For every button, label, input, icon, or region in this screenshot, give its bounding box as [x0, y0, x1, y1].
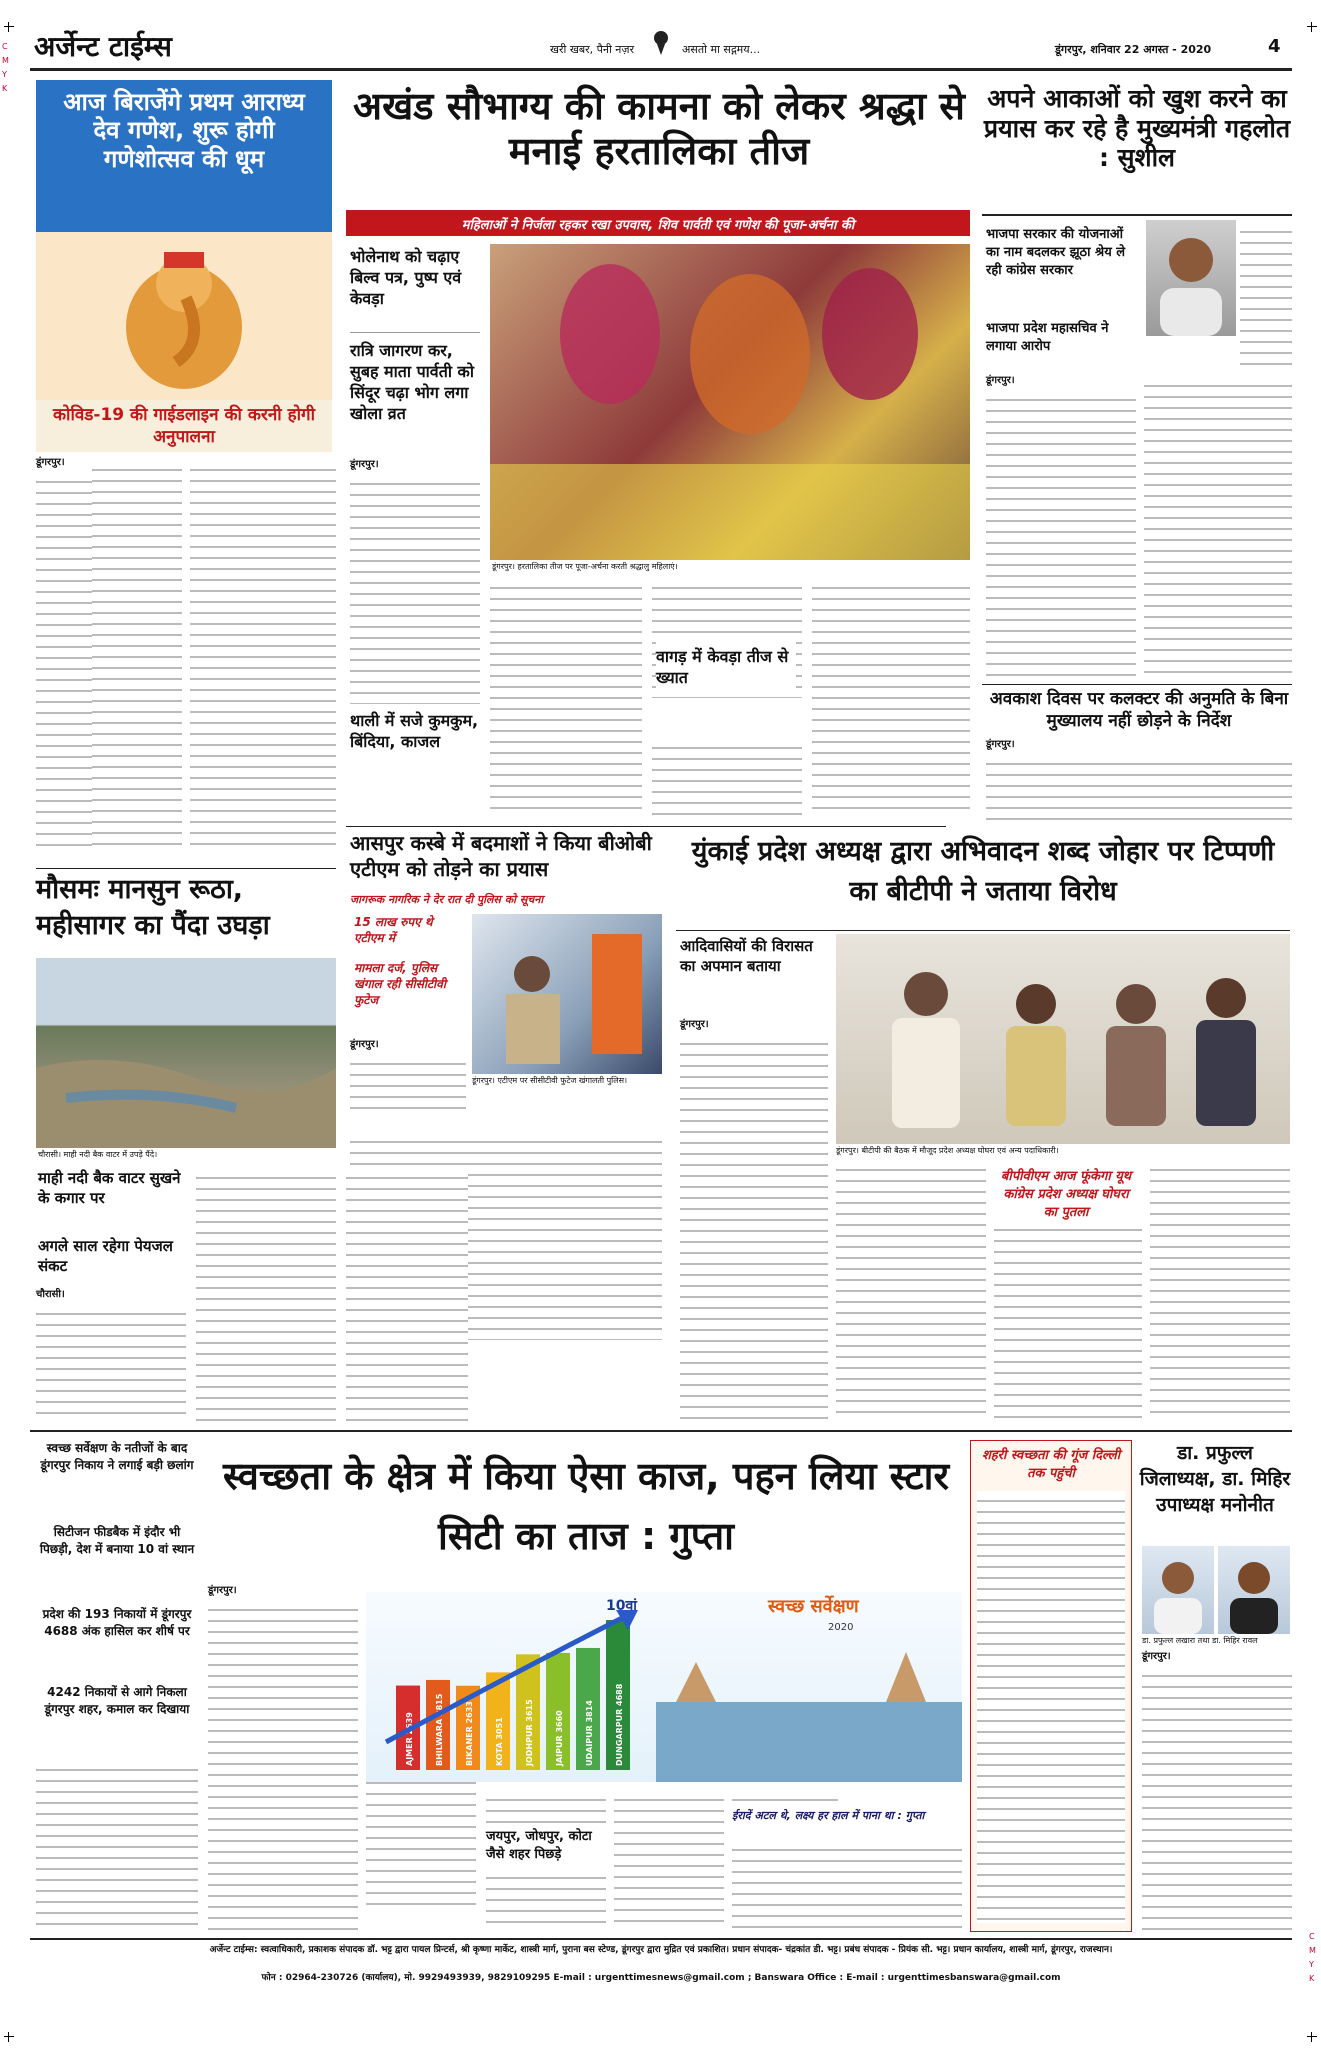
divider: [346, 826, 946, 827]
collector-lead: डूंगरपुर।: [986, 739, 1015, 750]
swachh-graphic-year: 2020: [828, 1622, 854, 1633]
teej-text-col-1: [350, 474, 480, 704]
teej-sub3: थाली में सजे कुमकुम, बिंदिया, काजल: [350, 711, 479, 751]
swachh-side-item-text: 4242 निकायों से आगे निकला डूंगरपुर शहर, कमाल कर दिखाया: [44, 1685, 190, 1716]
btp-text-col-1: [680, 1034, 828, 1422]
cmyk-strip-right: C M Y K: [1309, 1932, 1316, 1983]
teej-strap: महिलाओं ने निर्जला रहकर रखा उपवास, शिव पार्वती एवं गणेश की पूजा-अर्चना की: [461, 218, 855, 233]
teej-headline: अखंड सौभाग्य की कामना को लेकर श्रद्धा से मनाई हरतालिका तीज: [353, 84, 965, 173]
swachh-graphic-title: स्वच्छ सर्वेक्षण: [768, 1596, 859, 1617]
swachh-graphic: [366, 1592, 962, 1782]
bar-label-jaipur: JAIPUR 3660: [555, 1710, 564, 1766]
teej-text-col-2: [490, 578, 642, 818]
gehlot-text-col-1: [986, 390, 1136, 676]
swachh-side-item: [36, 1440, 198, 1474]
btp-lead: डूंगरपुर।: [680, 1019, 709, 1030]
bar-label-udaipur: UDAIPUR 3814: [585, 1700, 594, 1766]
tagline-right: असतो मा सद्गमय...: [682, 43, 761, 56]
temple-silhouette: [676, 1652, 926, 1702]
cmyk-strip-left: C M Y K: [2, 42, 9, 93]
divider: [982, 214, 1292, 216]
monsoon-text-col-3: [346, 1168, 468, 1422]
bar-label-dungarpur: DUNGARPUR 4688: [615, 1683, 624, 1766]
divider: [350, 332, 480, 333]
gehlot-sub2: भाजपा प्रदेश महासचिव ने लगाया आरोप: [986, 321, 1109, 354]
paper-name: अर्जेन्ट टाईम्स: [34, 30, 172, 63]
ganesh-body: [36, 458, 336, 856]
swachh-lead: डूंगरपुर।: [208, 1585, 237, 1596]
swachh-bar-chart: [366, 1592, 962, 1782]
registration-mark: [1307, 2032, 1317, 2042]
monsoon-headline: मौसमः मानसुन रूठा, महीसागर का पैंदा उघड़ा: [36, 874, 270, 941]
swachh-graphic-rank: 10वां: [606, 1598, 637, 1614]
ganesh-image: [36, 232, 332, 400]
monsoon-photo: [36, 958, 336, 1148]
swachh-side-item: [36, 1684, 198, 1718]
monsoon-text-col-2: [196, 1168, 336, 1422]
ganesh-text-col-1b: [36, 472, 92, 852]
divider: [36, 868, 336, 869]
ganesh-text-col-1: [92, 460, 182, 852]
atm-side2: मामला दर्ज, पुलिस खंगाल रही सीसीटीवी फुटेज: [354, 961, 446, 1007]
atm-headline: आसपुर कस्बे में बदमाशों ने किया बीओबी एटीएम को तोड़ने का प्रयास: [350, 831, 652, 881]
monsoon-sub1: माही नदी बैक वाटर सुखने के कगार पर: [38, 1169, 181, 1207]
btp-body: [680, 1020, 1290, 1422]
swachh-body-left: [208, 1586, 358, 1930]
registration-mark: [4, 22, 14, 32]
doctors-lead: डूंगरपुर।: [1142, 1651, 1171, 1662]
swachh-side-list: [36, 1440, 198, 1930]
monsoon-photo-caption: चौरासी। माही नदी बैक वाटर में उपड़े पैंदे।: [38, 1150, 158, 1159]
collector-text-col: [986, 754, 1292, 824]
tagline-left: खरी खबर, पैनी नज़र: [550, 43, 635, 56]
swachh-side-item-text: प्रदेश की 193 निकायों में डूंगरपुर 4688 अंक हासिल कर शीर्ष पर: [42, 1607, 192, 1638]
atm-text-col-1: [350, 1054, 466, 1116]
ganesh-headline-box: [36, 80, 332, 232]
atm-lead: डूंगरपुर।: [350, 1039, 379, 1050]
collector-headline: अवकाश दिवस पर कलक्टर की अनुमति के बिना मुख्यालय नहीं छोड़ने के निर्देश: [989, 689, 1289, 731]
ganesh-subhead-box: [36, 400, 332, 452]
swachh-text-col-4: [614, 1790, 724, 1930]
divider: [676, 930, 1290, 931]
swachh-side-item-text: सिटीजन फीडबैक में इंदौर भी पिछड़ी, देश में बनाया 10 वां स्थान: [39, 1525, 195, 1556]
btp-text-col-3: [994, 1220, 1142, 1422]
swachh-side-item: [36, 1606, 198, 1640]
monsoon-lead: चौरासी।: [36, 1289, 65, 1300]
swachh-text-col-3: [486, 1790, 606, 1826]
swachh-right-box-title: शहरी स्वच्छता की गूंज दिल्ली तक पहुंची: [981, 1448, 1121, 1481]
dateline: डूंगरपुर, शनिवार 22 अगस्त - 2020: [1055, 43, 1212, 56]
gehlot-text-col-2: [1144, 376, 1292, 676]
gehlot-lead: डूंगरपुर।: [986, 375, 1015, 386]
teej-text-col-4: [812, 578, 970, 818]
swachh-quote: ईरादें अटल थे, लक्ष्य हर हाल में पाना था : गुप्ता: [732, 1809, 925, 1822]
gehlot-body: [986, 376, 1292, 676]
gehlot-headline: अपने आकाओं को खुश करने का प्रयास कर रहे है मुख्यमंत्री गहलोत : सुशील: [983, 84, 1291, 172]
doctors-headline: डा. प्रफुल्ल जिलाध्यक्ष, डा. मिहिर उपाध्यक्ष मनोनीत: [1139, 1442, 1291, 1516]
collector-body: [986, 740, 1292, 824]
atm-side1: 15 लाख रुपए थे एटीएम में: [354, 915, 433, 945]
registration-mark: [4, 2032, 14, 2042]
registration-mark: [1307, 22, 1317, 32]
swachh-side-item: [36, 1524, 198, 1558]
gehlot-portrait: [1146, 220, 1236, 336]
bar-label-jodhpur: JODHPUR 3615: [525, 1699, 534, 1766]
btp-text-col-2: [836, 1160, 986, 1422]
teej-text-col-3b: [652, 738, 802, 818]
swachh-side-text: [36, 1760, 198, 1930]
masthead: [20, 28, 1300, 68]
btp-text-col-4: [1150, 1160, 1290, 1422]
swachh-text-col-6: [732, 1840, 962, 1930]
swachh-headline: स्वच्छता के क्षेत्र में किया ऐसा काज, पहन लिया स्टार सिटी का ताज : गुप्ता: [223, 1454, 949, 1558]
doctors-body: [1142, 1652, 1292, 1930]
swachh-side-item-text: स्वच्छ सर्वेक्षण के नतीजों के बाद डूंगरपुर निकाय ने लगाई बड़ी छलांग: [40, 1441, 194, 1472]
bar-label-ajmer: AJMER 2639: [405, 1712, 414, 1766]
gehlot-text-col-top: [1240, 222, 1292, 372]
teej-lead: डूंगरपुर।: [350, 459, 379, 470]
doctors-photo-1: [1142, 1546, 1214, 1634]
atm-strap: जागरूक नागरिक ने देर रात दी पुलिस को सूचना: [350, 893, 544, 906]
ganesh-text-col-2: [190, 460, 336, 852]
divider: [30, 1430, 1292, 1432]
atm-photo-caption: डूंगरपुर। एटीएम पर सीसीटीवी फुटेज खंगालती पुलिस।: [472, 1076, 628, 1085]
monsoon-sub2: अगले साल रहेगा पेयजल संकट: [38, 1237, 173, 1275]
btp-strap: बीपीवीएम आज फूंकेगा यूथ कांग्रेस प्रदेश अध्यक्ष घोघरा का पुतला: [996, 1166, 1136, 1224]
doctors-text-col: [1142, 1666, 1292, 1930]
swachh-sub-city: जयपुर, जोधपुर, कोटा जैसे शहर पिछड़े: [486, 1829, 592, 1862]
gehlot-sub1: भाजपा सरकार की योजनाओं का नाम बदलकर झूठा श्रेय ले रही कांग्रेस सरकार: [986, 227, 1126, 278]
btp-headline: युंकाई प्रदेश अध्यक्ष द्वारा अभिवादन शब्द जोहार पर टिप्पणी का बीटीपी ने जताया विरोध: [691, 836, 1275, 907]
divider: [982, 684, 1292, 685]
footer-rule: [30, 1938, 1292, 1940]
doctors-photo-caption: डा. प्रफुल्ल लखारा तथा डा. मिहिर रावल: [1142, 1636, 1258, 1645]
bar-label-bhilwara: BHILWARA 2815: [435, 1693, 444, 1766]
teej-sub2: रात्रि जागरण कर, सुबह माता पार्वती को सिंदूर चढ़ा भोग लगा खोला व्रत: [350, 341, 474, 423]
footer-line-2: फोन : 02964-230726 (कार्यालय), मो. 9929493939, 9829109295 E-mail : urgenttimesnews@gmail.com ; Banswara Office : E-mail : urgenttimesbanswara@gmail.com: [261, 1973, 1061, 1983]
ganesh-lead: डूंगरपुर।: [36, 457, 65, 468]
swachh-text-col-5: [732, 1790, 838, 1806]
swachh-text-col-3b: [486, 1868, 606, 1930]
swachh-right-box: [970, 1440, 1132, 1932]
btp-sub1: आदिवासियों की विरासत का अपमान बताया: [680, 937, 813, 975]
monsoon-text-col-1: [36, 1304, 186, 1422]
bar-label-kota: KOTA 3051: [495, 1717, 504, 1766]
swachh-text-col-1: [208, 1600, 358, 1930]
swachh-right-box-text: [977, 1491, 1125, 1923]
teej-photo-caption: डूंगरपुर। हरतालिका तीज पर पूजा-अर्चना करती श्रद्धालु महिलाएं।: [492, 562, 678, 571]
btp-photo-caption: डूंगरपुर। बीटीपी की बैठक में मौजूद प्रदेश अध्यक्ष घोघरा एवं अन्य पदाधिकारी।: [836, 1146, 1059, 1155]
doctors-photo-2: [1218, 1546, 1290, 1634]
ganesh-headline: आज बिराजेंगे प्रथम आराध्य देव गणेश, शुरू होगी गणेशोत्सव की धूम: [63, 88, 305, 173]
bar-label-bikaner: BIKANER 2633: [465, 1701, 474, 1766]
pen-nib-icon: [650, 30, 672, 56]
teej-sub4: वागड़ में केवड़ा तीज से ख्यात: [656, 640, 796, 694]
masthead-rule: [30, 68, 1292, 71]
page-number: 4: [1268, 36, 1281, 57]
teej-sub1: भोलेनाथ को चढ़ाए बिल्व पत्र, पुष्प एवं केवड़ा: [350, 247, 462, 308]
footer-line-1: अर्जेन्ट टाईम्स: स्वत्वाधिकारी, प्रकाशक संपादक डॉ. भट्ट द्वारा पायल प्रिन्टर्स, श्री कृष्णा मार्केट, शास्त्री मार्ग, पुराना बस स्टेण्ड, डूंगरपुर द्वारा मुद्रित एवं प्रकाशित। प्रधान संपादक- चंद्रकांत डी. भट्ट। प्रबंध संपादक - प्रियंक सी. भट्ट। प्रधान कार्यालय, शास्त्री मार्ग, डूंगरपुर, राजस्थान।: [209, 1945, 1113, 1955]
ganesh-subhead: कोविड-19 की गाईडलाइन की करनी होगी अनुपालना: [52, 405, 315, 447]
teej-strap-box: [346, 210, 970, 236]
lake-scene: [656, 1702, 962, 1782]
